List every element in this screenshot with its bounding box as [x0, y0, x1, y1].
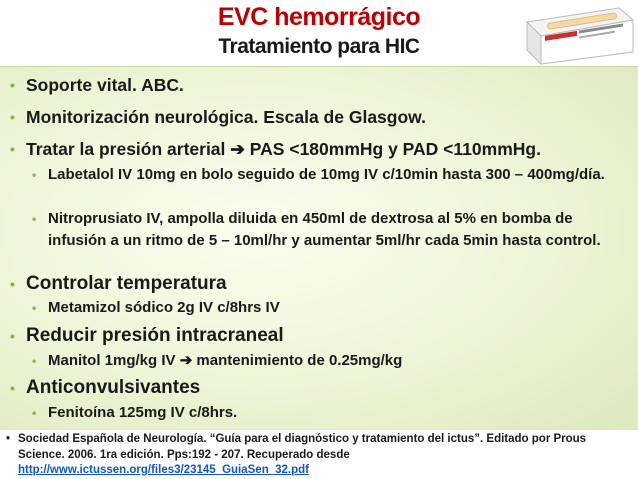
bullet-icon: • — [32, 301, 37, 315]
bullet-icon: • — [32, 168, 37, 182]
bullet-icon: • — [10, 141, 15, 157]
list-item: • Metamizol sódico 2g IV c/8hrs IV — [10, 297, 626, 319]
list-item: • Manitol 1mg/kg IV ➔ mantenimiento de 0.25mg/kg — [10, 350, 626, 372]
list-item: • Labetalol IV 10mg en bolo seguido de 10mg IV c/10min hasta 300 – 400mg/día. — [10, 164, 626, 186]
list-item: • Nitroprusiato IV, ampolla diluida en 450ml de dextrosa al 5% en bomba de infusión a un ritmo de 5 – 10ml/hr y aumentar 5ml/hr cada 5min hasta control. — [32, 210, 601, 249]
bullet-icon: • — [10, 109, 15, 125]
bullet-icon: • — [32, 354, 37, 368]
bullet-icon: • — [10, 276, 15, 292]
list-item: • Controlar temperatura — [10, 273, 227, 294]
bullet-icon: • — [10, 380, 15, 396]
bullet-icon: • — [32, 212, 37, 226]
reference-note — [6, 432, 626, 479]
arrow-right-icon: ➔ — [230, 139, 245, 159]
list-item: • Reducir presión intracraneal — [10, 325, 284, 346]
list-item: • Anticonvulsivantes — [10, 377, 201, 398]
slide-title: EVC hemorrágico — [217, 3, 421, 31]
bullet-icon: • — [10, 328, 15, 344]
bullet-icon: • — [32, 406, 37, 420]
slide-subtitle: Tratamiento para HIC — [218, 35, 420, 58]
medicine-ampoule-box-image — [519, 0, 638, 66]
bullet-icon: • — [6, 433, 11, 445]
list-item: • Soporte vital. ABC. — [10, 75, 184, 95]
list-item: • Fenitoína 125mg IV c/8hrs. — [10, 402, 626, 424]
reference-text: Sociedad Española de Neurología. “Guía para el diagnóstico y tratamiento del ictus”. Editado por Prous Science. 2006. 1ra edición. Pps:192 - 207. Recuperado desde — [18, 433, 587, 461]
list-item: • Tratar la presión arterial ➔ PAS <180mmHg y PAD <110mmHg. — [10, 139, 541, 159]
arrow-right-icon: ➔ — [179, 352, 193, 369]
bullet-icon: • — [10, 77, 15, 93]
reference-link[interactable]: http://www.ictussen.org/files3/23145_GuiaSen_32.pdf — [18, 464, 309, 476]
list-item: • Monitorización neurológica. Escala de Glasgow. — [10, 107, 426, 127]
